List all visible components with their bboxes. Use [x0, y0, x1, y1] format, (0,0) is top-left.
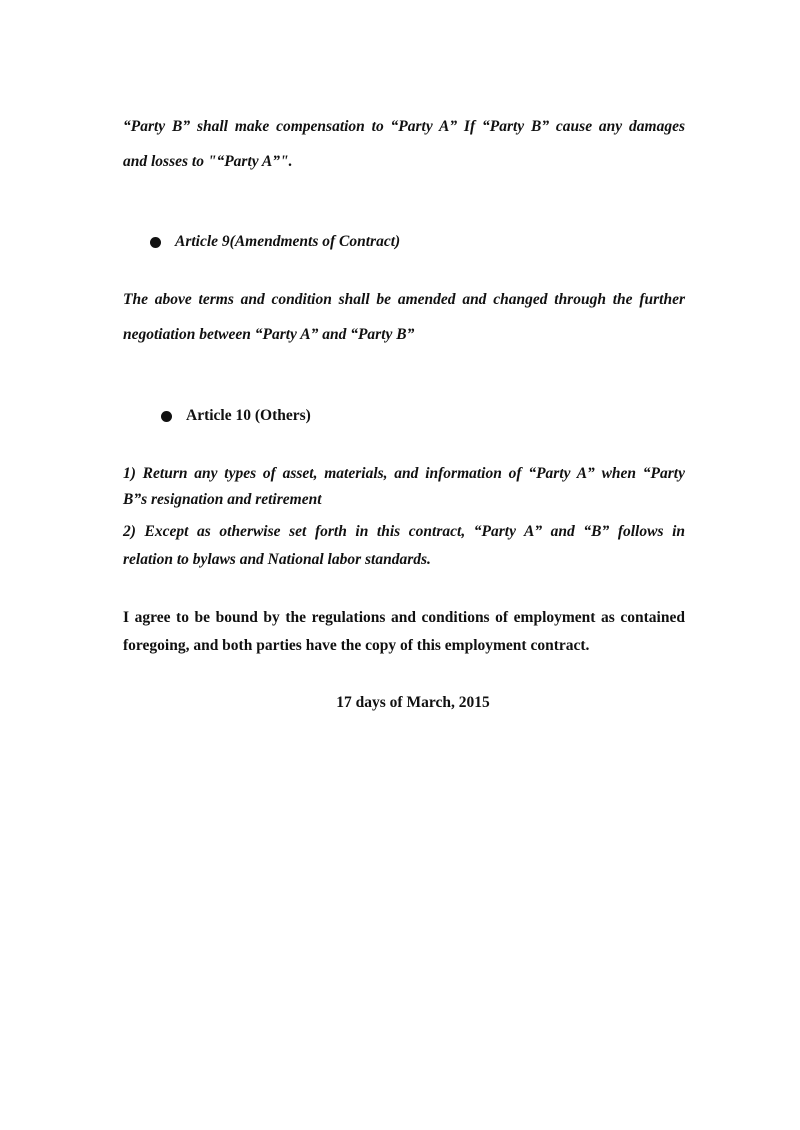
- compensation-line-2: and losses to "“Party A”".: [123, 153, 293, 170]
- article-10-heading-row: [161, 406, 311, 426]
- bullet-icon: [150, 237, 161, 248]
- bullet-icon: [161, 411, 172, 422]
- article-10-item-2-line-1: 2) Except as otherwise set forth in this contract, “Party A” and “B” follows in: [123, 523, 685, 540]
- article-10-heading: Article 10 (Others): [186, 407, 311, 424]
- article-9-line-1: The above terms and condition shall be amended and changed through the further: [123, 291, 685, 308]
- article-9-heading: Article 9(Amendments of Contract): [175, 233, 401, 250]
- contract-date: 17 days of March, 2015: [336, 694, 490, 711]
- article-10-item-2-line-2: relation to bylaws and National labor standards.: [123, 551, 431, 568]
- article-10-item-1-line-2: B”s resignation and retirement: [123, 491, 322, 508]
- article-9-heading-row: [150, 232, 400, 252]
- agreement-line-2: foregoing, and both parties have the copy of this employment contract.: [123, 637, 590, 654]
- agreement-line-1: I agree to be bound by the regulations and conditions of employment as contained: [123, 609, 685, 626]
- compensation-line-1: “Party B” shall make compensation to “Party A” If “Party B” cause any damages: [123, 118, 685, 135]
- article-10-item-1-line-1: 1) Return any types of asset, materials, and information of “Party A” when “Party: [123, 465, 685, 482]
- article-9-line-2: negotiation between “Party A” and “Party B”: [123, 326, 415, 343]
